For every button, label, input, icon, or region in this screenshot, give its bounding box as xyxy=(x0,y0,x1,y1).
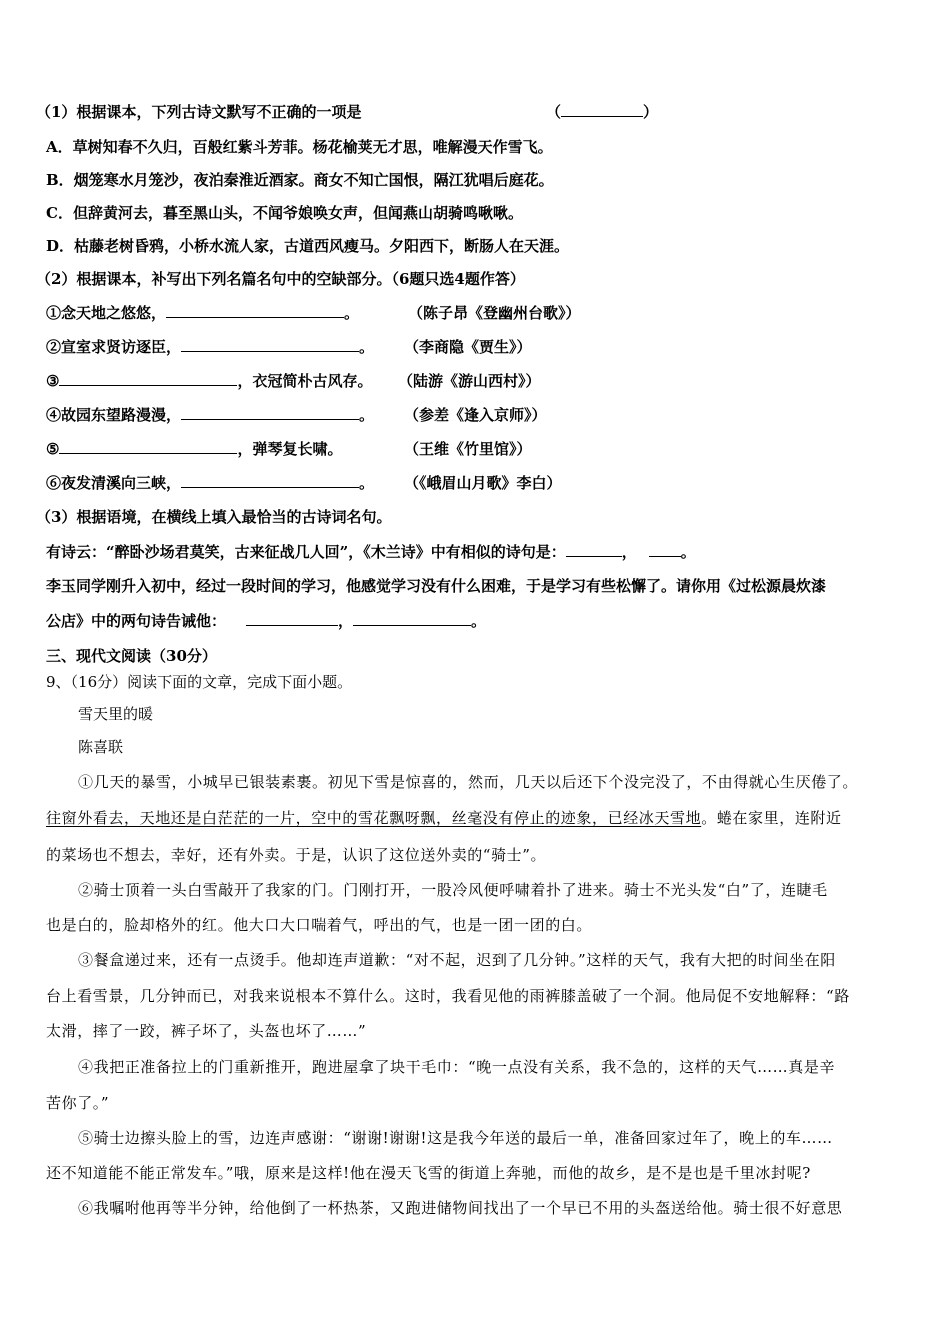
fill-blank[interactable] xyxy=(353,611,471,626)
bracket-close: ） xyxy=(643,103,659,121)
fill-blank[interactable] xyxy=(166,303,344,318)
underlined-sentence: 往窗外看去，天地还是白茫茫的一片，空中的雪花飘呀飘，丝毫没有停止的迹象，已经冰天雪地 xyxy=(46,809,702,827)
fill-blank[interactable] xyxy=(566,542,622,557)
q3-line-2: 李玉同学刚升入初中，经过一段时间的学习，他感觉学习没有什么困难，于是学习有些松懈了。请你用《过松源晨炊漆 xyxy=(46,577,827,595)
q2-item-4 xyxy=(46,405,374,425)
q2-item-5 xyxy=(46,439,342,459)
q1-option-d: D．枯藤老树昏鸦，小桥水流人家，古道西风瘦马。夕阳西下，断肠人在天涯。 xyxy=(46,237,570,255)
q3-text: 。 xyxy=(471,612,487,630)
fill-blank[interactable] xyxy=(649,542,681,557)
fill-blank[interactable] xyxy=(246,611,338,626)
q2-item-2 xyxy=(46,337,374,357)
q1-option-c: C．但辞黄河去，暮至黑山头，不闻爷娘唤女声，但闻燕山胡骑鸣啾啾。 xyxy=(46,204,523,222)
q2-source-2: （李商隐《贾生》） xyxy=(404,338,532,356)
q2-item-text: 。 xyxy=(359,474,375,492)
paragraph-1-line-1: ①几天的暴雪，小城早已银装素裹。初见下雪是惊喜的，然而，几天以后还下个没完没了，不由得就心生厌倦了。 xyxy=(78,773,859,791)
article-title: 雪天里的暖 xyxy=(78,705,154,723)
paragraph-6-line-1: ⑥我嘱咐他再等半分钟，给他倒了一杯热茶，又跑进储物间找出了一个早已不用的头盔送给他。骑士很不好意思 xyxy=(78,1199,843,1217)
q2-item-6 xyxy=(46,473,374,493)
q3-text: ， xyxy=(621,543,637,561)
paragraph-3-line-1: ③餐盒递过来，还有一点烫手。他却连声道歉：“对不起，迟到了几分钟。”这样的天气，我有大把的时间坐在阳 xyxy=(78,951,836,969)
article-author: 陈喜联 xyxy=(78,738,124,756)
q2-item-3 xyxy=(46,371,372,391)
q2-item-1 xyxy=(46,303,359,323)
paragraph-2-line-1: ②骑士顶着一头白雪敲开了我家的门。门刚打开，一股冷风便呼啸着扑了进来。骑士不光头发“白”了，连睫毛 xyxy=(78,881,828,899)
q2-item-text: ③ xyxy=(46,372,60,390)
section-title: 三、现代文阅读（30分） xyxy=(46,647,217,665)
q2-source-4: （参差《逢入京师》） xyxy=(404,406,547,424)
q3-line-1 xyxy=(46,542,696,562)
q2-item-text: ⑤ xyxy=(46,440,60,458)
paragraph-4-line-1: ④我把正准备拉上的门重新推开，跑进屋拿了块干毛巾：“晚一点没有关系，我不急的，这样的天气……真是辛 xyxy=(78,1058,836,1076)
q1-option-a: A．草树知春不久归，百般红紫斗芳菲。杨花榆荚无才思，唯解漫天作雪飞。 xyxy=(46,138,553,156)
q2-source-3: （陆游《游山西村》） xyxy=(398,372,541,390)
q2-item-text: ⑥夜发清溪向三峡， xyxy=(46,474,182,492)
q3-text: 。 xyxy=(680,543,696,561)
q2-item-text: 。 xyxy=(359,338,375,356)
q2-item-text: ④故园东望路漫漫， xyxy=(46,406,182,424)
paragraph-5-line-2: 还不知道能不能正常发车。”哦，原来是这样!他在漫天飞雪的街道上奔驰，而他的故乡，是不是也是千里冰封呢? xyxy=(46,1164,811,1182)
q1-stem-line xyxy=(36,102,361,122)
q2-item-text: ①念天地之悠悠， xyxy=(46,304,167,322)
q2-item-text: 。 xyxy=(344,304,360,322)
paragraph-3-line-2: 台上看雪景，几分钟而已，对我来说根本不算什么。这时，我看见他的雨裤膝盖破了一个洞。他局促不安地解释：“路 xyxy=(46,987,850,1005)
fill-blank[interactable] xyxy=(181,337,359,352)
bracket-open: （ xyxy=(546,103,562,121)
q3-stem: （3）根据语境，在横线上填入最恰当的古诗词名句。 xyxy=(36,508,392,526)
paragraph-5-line-1: ⑤骑士边擦头脸上的雪，边连声感谢：“谢谢!谢谢!这是我今年送的最后一单，准备回家过年了，晚上的车…… xyxy=(78,1129,833,1147)
q1-answer-blank[interactable] xyxy=(561,102,643,117)
paragraph-1-line-3: 的菜场也不想去，幸好，还有外卖。于是，认识了这位送外卖的“骑士”。 xyxy=(46,846,547,864)
q2-source-5: （王维《竹里馆》） xyxy=(404,440,532,458)
question-9-stem: 9、（16分）阅读下面的文章，完成下面小题。 xyxy=(46,673,353,691)
q3-text: 公店》中的两句诗告诫他： xyxy=(46,612,227,630)
q1-stem: （1）根据课本，下列古诗文默写不正确的一项是 xyxy=(36,103,362,121)
q3-text: ， xyxy=(338,612,354,630)
q2-source-1: （陈子昂《登幽州台歌》） xyxy=(408,304,581,322)
q1-answer-bracket xyxy=(546,102,658,122)
fill-blank[interactable] xyxy=(181,473,359,488)
paragraph-4-line-2: 苦你了。” xyxy=(46,1094,110,1112)
q2-item-text: ，衣冠简朴古风存。 xyxy=(237,372,373,390)
paragraph-1-line-2 xyxy=(46,808,842,828)
q2-stem: （2）根据课本，补写出下列名篇名句中的空缺部分。（6题只选4题作答） xyxy=(36,270,525,288)
paragraph-3-line-3: 太滑，摔了一跤，裤子坏了，头盔也坏了……” xyxy=(46,1022,367,1040)
fill-blank[interactable] xyxy=(59,371,237,386)
q2-item-text: 。 xyxy=(359,406,375,424)
q1-option-b: B．烟笼寒水月笼沙，夜泊秦淮近酒家。商女不知亡国恨，隔江犹唱后庭花。 xyxy=(46,171,554,189)
q2-item-text: ②宣室求贤访逐臣， xyxy=(46,338,182,356)
fill-blank[interactable] xyxy=(181,405,359,420)
paragraph-text: 。蜷在家里，连附近 xyxy=(701,809,842,827)
paragraph-2-line-2: 也是白的，脸却格外的红。他大口大口喘着气，呼出的气，也是一团一团的白。 xyxy=(46,916,593,934)
q3-text: 有诗云：“醉卧沙场君莫笑，古来征战几人回”，《木兰诗》中有相似的诗句是： xyxy=(46,543,566,561)
fill-blank[interactable] xyxy=(59,439,237,454)
q2-source-6: （《峨眉山月歌》李白） xyxy=(404,474,562,492)
q3-line-3 xyxy=(46,611,486,631)
q2-item-text: ，弹琴复长啸。 xyxy=(237,440,343,458)
